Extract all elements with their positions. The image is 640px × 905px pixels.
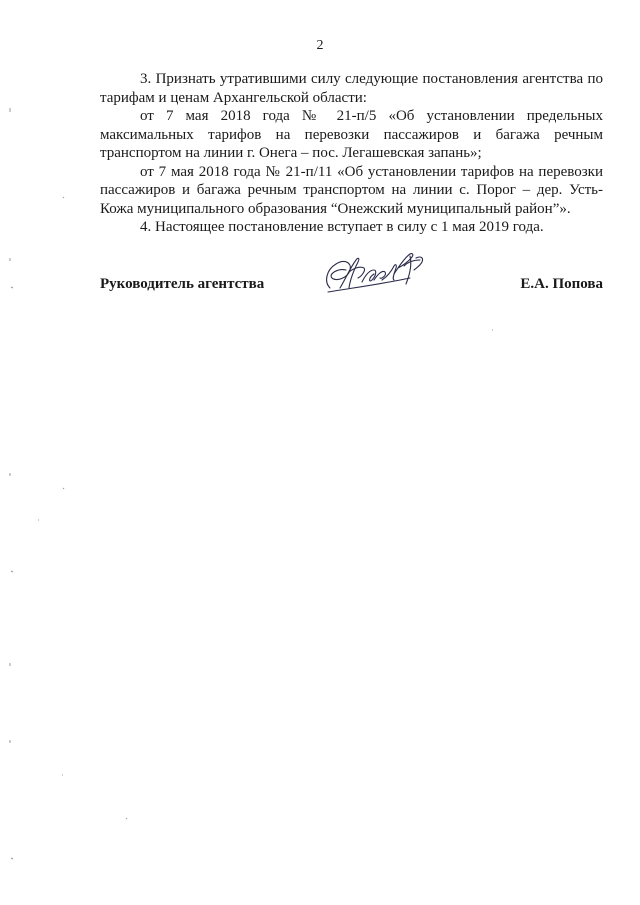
signatory-name: Е.А. Попова <box>520 276 603 292</box>
paragraph-repealed-decree-21-p-5: от 7 мая 2018 года № 21-п/5 «Об установлении предельных максимальных тарифов на перевозки пассажиров и багажа речным транспортом на линии г. Онега – пос. Легашевская запань»; <box>100 108 603 161</box>
paragraph-repealed-decree-21-p-11: от 7 мая 2018 года № 21-п/11 «Об установлении тарифов на перевозки пассажиров и багажа речным транспортом на линии с. Порог – дер. Усть-Кожа муниципального образования “Онежский муниципальный район”». <box>100 163 603 217</box>
page-number: 2 <box>316 38 324 53</box>
paragraph-item-3: 3. Признать утратившими силу следующие постановления агентства по тарифам и ценам Архангельской области: <box>100 71 603 106</box>
signatory-title: Руководитель агентства <box>100 276 265 292</box>
paragraph-item-4: 4. Настоящее постановление вступает в силу с 1 мая 2019 года. <box>140 219 544 235</box>
